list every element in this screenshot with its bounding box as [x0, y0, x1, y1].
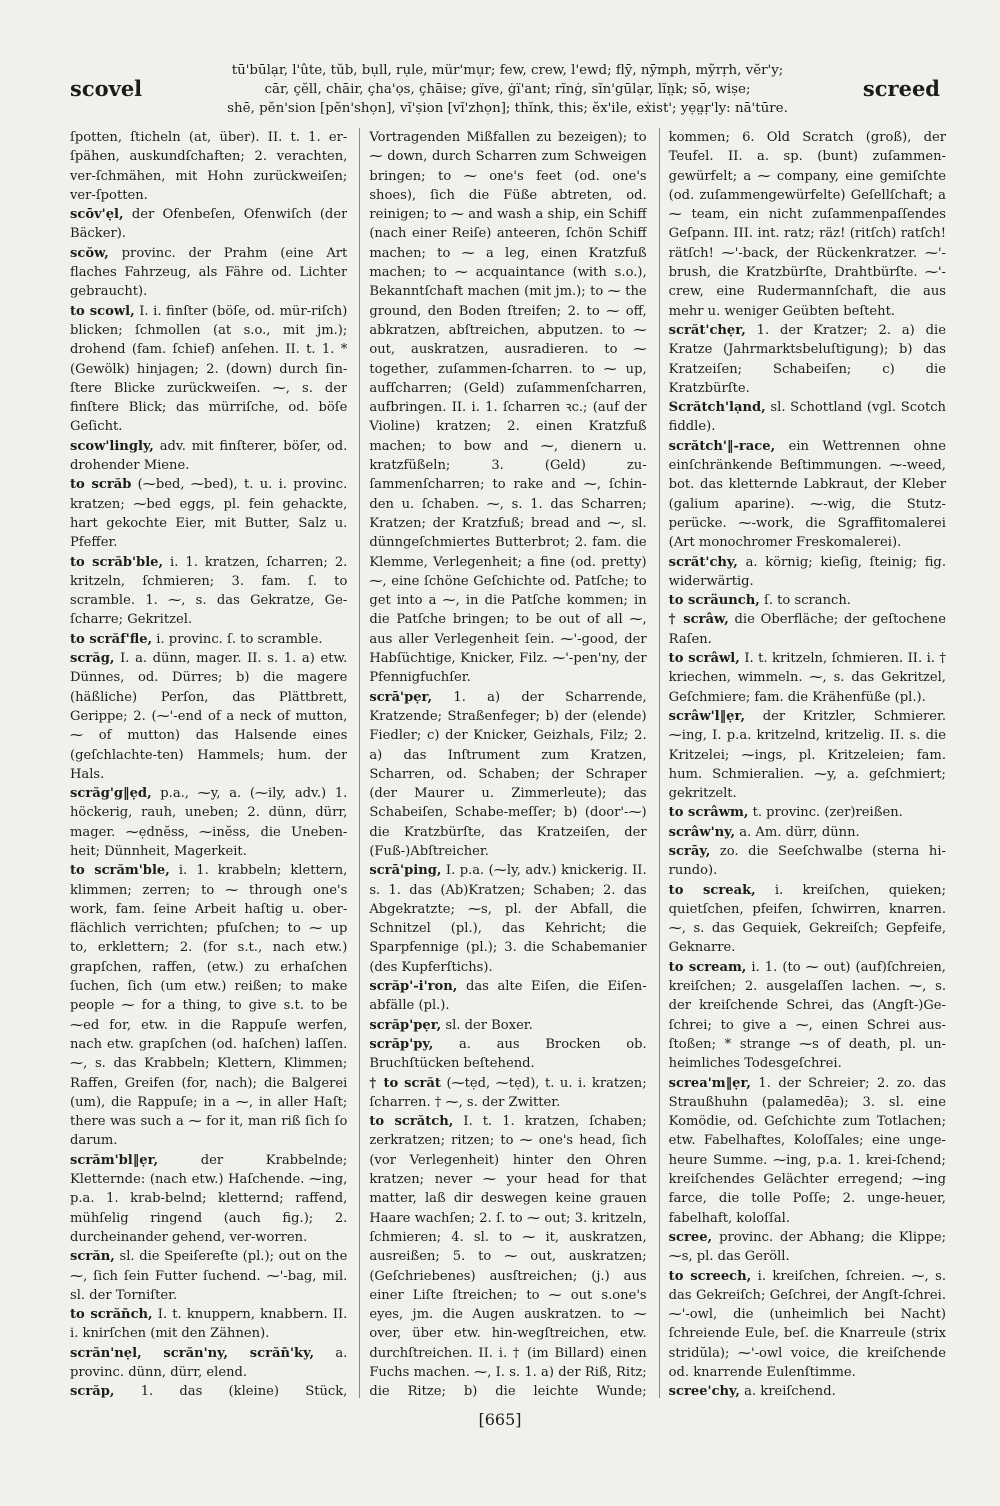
entry-headword: scrăp'py,: [369, 1036, 434, 1052]
entry-headword: scrăp,: [70, 1384, 115, 1398]
pronunciation-line: cār, çĕll, chāir, çha'ọs, çhāise; gïve, ġï'ant; rĭnġ, sĭn'gūlạr, lĭn̤k; sō, wiṣe;: [264, 82, 751, 97]
entry-definition: p.a., ⁓y, a. (⁓ily, adv.) 1. höckerig, rauh, uneben; 2. dünn, dürr, mager. ⁓ẹdnĕss, ⁓inĕss, die Uneben-heit; Dünnheit, Magerkeit.: [70, 786, 348, 859]
column-middle: [359, 128, 646, 1398]
entry-definition: Vortragenden Mißfallen zu bezeigen); to ⁓ down, durch Scharren zum Schweigen bringen; to ⁓ one's feet (od. one's shoes), ſich die Füße abtreten, od. reinigen; to ⁓ and wash a ship, ein Schiff (nach einer Reiſe) anteeren, ſchön Schiff machen; to ⁓ a leg, einen Kratzfuß machen; to ⁓ acquaintance (with s.o.), Bekanntſchaft machen (mit jm.); to ⁓ the ground, den Boden ſtreifen; 2. to ⁓ off, abkratzen, abſtreichen, abputzen. to ⁓ out, auskratzen, ausradieren. to ⁓ together, zuſammen-ſcharren. to ⁓ up, aufſcharren; (Geld) zuſammenſcharren, aufbringen. II. i. 1. ſcharren ꝛc.; (auf der Violine) kratzen; 2. einen Kratzfuß machen; to bow and ⁓, dienern u. kratzfüßeln; 3. (Geld) zu-ſammenſcharren; to rake and ⁓, ſchin-den u. ſchaben. ⁓, s. 1. das Scharren; Kratzen; der Kratzfuß; bread and ⁓, sl. dünngeſchmiertes Butterbrot; 2. fam. die Klemme, Verlegenheit; a fine (od. pretty) ⁓, eine ſchöne Geſchichte od. Patſche; to get into a ⁓, in die Patſche kommen; in die Patſche bringen; to be out of all ⁓, aus aller Verlegenheit ſein. ⁓'-good, der Habſüchtige, Knicker, Filz. ⁓'-pen'ny, der Pfennigfuchſer.: [369, 130, 647, 686]
entry-definition: a. Am. dürr, dünn.: [739, 824, 860, 840]
pronunciation-line: shē, pĕn'sion [pĕn'shọn], vĭ'ṣion [vĭ'zhọn]; thĭnk, this; ĕx'ile, eẋist'; yẹa̤ṛ'ly: nā'tūre.: [227, 101, 788, 116]
entry-headword: Scrătch'lạnd,: [668, 400, 766, 416]
entry-definition: i. kreiſchen, ſchreien. ⁓, s. das Gekreiſch; Geſchrei, der Angſt-ſchrei. ⁓'-owl, die (unheimlich bei Nacht) ſchreiende Eule, beſ. die Knarreule (strix stridŭla); ⁓'-owl voice, die kreiſchende od. knarrende Eulenſtimme.: [668, 1268, 946, 1380]
entry-definition: t. provinc. (zer)reißen.: [752, 805, 903, 821]
entry-definition: i. 1. (to ⁓ out) (auf)ſchreien, kreiſchen; 2. ausgelaſſen lachen. ⁓, s. der kreiſchende Schrei, das (Angſt-)Ge-ſchrei; to give a ⁓, einen Schrei aus-ſtoßen; * strange ⁓s of death, pl. un-heimliches Todesgeſchrei.: [668, 959, 946, 1072]
dictionary-entry: [669, 649, 946, 707]
entry-headword: scrăt'chy,: [668, 554, 738, 570]
dictionary-entry: [369, 1112, 646, 1398]
dictionary-entry: [70, 128, 347, 205]
dictionary-entry: [669, 823, 946, 842]
entry-headword: scree'chy,: [668, 1384, 740, 1398]
entry-headword: scŏw,: [70, 245, 109, 261]
dictionary-entry: [70, 861, 347, 1150]
dictionary-entry: [70, 205, 347, 244]
entry-definition: I. a. dünn, mager. II. s. 1. a) etw. Dünnes, od. Dürres; b) die magere (häßliche) Perſon, das Plättbrett, Gerippe; 2. (⁓'-end of a neck of mutton, ⁓ of mutton) das Halsende eines (geſchlachte-ten) Hammels; hum. der Hals.: [70, 651, 348, 782]
dictionary-entry: [70, 475, 347, 552]
entry-definition: die Oberfläche; der geſtochene Raſen.: [668, 612, 946, 647]
dictionary-entry: [669, 842, 946, 881]
dictionary-entry: [369, 977, 646, 1016]
dictionary-entry: [369, 861, 646, 977]
entry-definition: I. t. 1. kratzen, ſchaben; zerkratzen; ritzen; to ⁓ one's head, ſich (vor Verlegenheit) hinter den Ohren kratzen; never ⁓ your head for that matter, laß dir deswegen keine grauen Haare wachſen; 2. ſ. to ⁓ out; 3. kritzeln, ſchmieren; 4. sl. to ⁓ it, auskratzen, ausreißen; 5. to ⁓ out, auskratzen; (Geſchriebenes) ausſtreichen; (j.) aus einer Liſte ſtreichen; to ⁓ out s.one's eyes, jm. die Augen auskratzen. to ⁓ over, über etw. hin-wegſtreichen, etw. durchſtreichen. II. i. † (im Billard) einen Fuchs machen. ⁓, I. s. 1. a) der Riß, Ritz; die Ritze; b) die leichte Wunde;: [369, 1114, 647, 1398]
entry-definition: ſpotten, ſticheln (at, über). II. t. 1. er-ſpähen, auskundſchaften; 2. verachten, ver-ſchmähen, mit Hohn zurückweiſen; ver-ſpotten.: [70, 130, 348, 203]
entry-headword: to scream,: [668, 959, 747, 975]
entry-definition: a. aus Brocken ob. Bruchſtücken beſtehend.: [369, 1036, 647, 1072]
dictionary-entry: [669, 881, 946, 958]
dictionary-entry: [669, 321, 946, 398]
dictionary-entry: [70, 244, 347, 302]
entry-definition: sl. der Boxer.: [445, 1017, 533, 1033]
entry-headword: to screak,: [668, 882, 756, 898]
entry-definition: der Kritzler, Schmierer. ⁓ing, I. p.a. kritzelnd, kritzelig. II. s. die Kritzelei; ⁓ings, pl. Kritzeleien; fam. hum. Schmieralien. ⁓y, a. geſchmiert; gekritzelt.: [668, 708, 946, 802]
entry-headword: † to scrăt: [369, 1075, 441, 1091]
entry-headword: to scrâwm,: [668, 805, 749, 821]
entry-definition: a. kreiſchend.: [744, 1384, 836, 1398]
entry-headword: scrăg,: [70, 651, 115, 667]
entry-definition: i. 1. kratzen, ſcharren; 2. kritzeln, ſchmieren; 3. fam. ſ. to scramble. 1. ⁓, s. das Gekratze, Ge-ſcharre; Gekritzel.: [70, 554, 348, 628]
entry-definition: 1. der Schreier; 2. zo. das Straußhuhn (palamedēa); 3. sl. eine Komödie, od. Geſchichte zum Totlachen; etw. Fabelhaftes, Koloſſales; eine unge-heure Summe. ⁓ing, p.a. 1. krei-ſchend; kreiſchendes Gelächter erregend; ⁓ing farce, die tolle Poſſe; 2. unge-heuer, fabelhaft, koloſſal.: [668, 1075, 946, 1226]
entry-headword: † scrâw,: [668, 612, 729, 628]
entry-definition: sl. Schottland (vgl. Scotch fiddle).: [668, 400, 946, 435]
entry-headword: scrăp'-i'ron,: [369, 979, 458, 995]
dictionary-entry: [669, 128, 946, 321]
entry-headword: scrăt'chẹr,: [668, 322, 746, 338]
entry-definition: i. kreiſchen, quieken; quietſchen, pfeifen, ſchwirren, knarren. ⁓, s. das Gequiek, Gekreiſch; Gepfeife, Geknarre.: [668, 882, 946, 956]
entry-definition: (⁓tẹd, ⁓tẹd), t. u. i. kratzen; ſcharren. † ⁓, s. der Zwitter.: [369, 1075, 647, 1110]
entry-definition: ein Wettrennen ohne einſchränkende Beſtimmungen. ⁓-weed, bot. das kletternde Labkraut, der Kleber (galium aparine). ⁓-wig, die Stutz-perücke. ⁓-work, die Sgraffitomalerei (Art monochromer Freskomalerei).: [668, 438, 946, 551]
entry-headword: scrăm'bl‖ẹr,: [70, 1152, 159, 1168]
dictionary-entry: [369, 688, 646, 862]
dictionary-entry: [669, 437, 946, 553]
entry-headword: scrâw'ny,: [668, 824, 736, 840]
header-guide-word-right: screed: [862, 76, 940, 101]
column-right: [659, 128, 946, 1398]
entry-definition: a. körnig; kieſig, ſteinig; fig. widerwärtig.: [668, 554, 946, 589]
entry-headword: to screech,: [668, 1268, 752, 1284]
dictionary-entry: [669, 553, 946, 592]
column-left: [70, 128, 347, 1398]
dictionary-entry: [369, 1074, 646, 1113]
dictionary-entry: [669, 1228, 946, 1267]
dictionary-entry: [669, 958, 946, 1074]
entry-headword: to scrăb'ble,: [70, 554, 164, 570]
entry-definition: der Krabbelnde; Kletternde: (nach etw.) Haſchende. ⁓ing, p.a. 1. krab-belnd; kletternd; raffend, mühſelig ringend (auch fig.); 2. durcheinander gehend, ver-worren.: [70, 1152, 348, 1245]
dictionary-entry: [70, 1305, 347, 1344]
dictionary-entry: [70, 1344, 347, 1383]
entry-headword: to scrăf'fle,: [70, 631, 153, 647]
entry-headword: scrâw'l‖ẹr,: [668, 708, 746, 724]
entry-headword: scrā'pẹr,: [369, 689, 433, 705]
entry-headword: screa'm‖ẹr,: [668, 1075, 751, 1091]
dictionary-entry: [369, 128, 646, 688]
entry-headword: scrăn'nẹl, scrăn'ny, scrăn̄'ky,: [70, 1345, 315, 1361]
entry-definition: der Ofenbeſen, Ofenwiſch (der Bäcker).: [70, 207, 348, 242]
entry-definition: kommen; 6. Old Scratch (groß), der Teufel. II. a. sp. (bunt) zuſammen-gewürfelt; a ⁓ company, eine gemiſchte (od. zuſammengewürfelte) Geſellſchaft; a ⁓ team, ein nicht zuſammenpaſſendes Geſpann. III. int. ratz; räz! (ritſch) ratſch! rätſch! ⁓'-back, der Rückenkratzer. ⁓'-brush, die Kratzbürſte, Drahtbürſte. ⁓'-crew, eine Rudermannſchaft, die aus mehr u. weniger Geübten beſteht.: [668, 130, 946, 319]
dictionary-entry: [70, 437, 347, 476]
dictionary-entry: [70, 302, 347, 437]
entry-headword: scrāy,: [668, 843, 711, 859]
dictionary-entry: [669, 591, 946, 610]
entry-definition: I. t. knuppern, knabbern. II. i. knirſchen (mit den Zähnen).: [70, 1307, 348, 1342]
entry-headword: to scrâwl,: [668, 651, 740, 667]
page-number: [665]: [478, 1410, 522, 1429]
entry-headword: scrā'ping,: [369, 863, 442, 879]
entry-definition: I. p.a. (⁓ly, adv.) knickerig. II. s. 1. das (Ab)Kratzen; Schaben; 2. das Abgekratzte; ⁓s, pl. der Abfall, die Schnitzel (pl.), das Kehricht; die Sparpfennige (pl.); 3. die Schabemanier (des Kupferſtichs).: [369, 863, 647, 975]
entry-definition: I. t. kritzeln, ſchmieren. II. i. † kriechen, wimmeln. ⁓, s. das Gekritzel, Geſchmiere; fam. die Krähenfüße (pl.).: [668, 651, 946, 705]
entry-definition: i. provinc. ſ. to scramble.: [156, 631, 323, 647]
dictionary-entry: [70, 553, 347, 630]
entry-definition: 1. a) der Scharrende, Kratzende; Straßenfeger; b) der (elende) Fiedler; c) der Knicker, Geizhals, Filz; 2. a) das Inſtrument zum Kratzen, Scharren, od. Schaben; der Schraper (der Maurer u. Zimmerleute); das Schabeiſen, Schabe-meſſer; b) (door'-⁓) die Kratzbürſte, das Kratzeiſen, der (Fuß-)Abſtreicher.: [369, 689, 647, 859]
entry-headword: scrăg'g‖ẹd,: [70, 786, 152, 802]
entry-headword: scow'lingly,: [70, 438, 154, 454]
entry-headword: scrăp'pẹr,: [369, 1017, 442, 1033]
entry-definition: a. provinc. dünn, dürr, elend.: [70, 1345, 348, 1380]
dictionary-entry: [669, 398, 946, 437]
entry-headword: scree,: [668, 1229, 713, 1245]
dictionary-entry: [70, 630, 347, 649]
entry-definition: provinc. der Prahm (eine Art flaches Fahrzeug, als Fähre od. Lichter gebraucht).: [70, 245, 348, 300]
entry-definition: zo. die Seeſchwalbe (sterna hi-rundo).: [668, 843, 946, 879]
dictionary-entry: [70, 1151, 347, 1247]
entry-headword: to scrătch,: [369, 1114, 454, 1130]
entry-definition: i. 1. krabbeln; klettern, klimmen; zerren; to ⁓ through one's work, fam. ſeine Arbeit haſtig u. ober-flächlich verrichten; pfuſchen; to ⁓ up to, erklettern; 2. (for s.t., nach etw.) grapſchen, raffen, (etw.) zu erhaſchen ſuchen, ſich (um etw.) reißen; to make people ⁓ for a thing, to give s.t. to be ⁓ed for, etw. in die Rappuſe werfen, nach etw. grapſchen (od. haſchen) laſſen. ⁓, s. das Krabbeln; Klettern, Klimmen; Raffen, Greifen (for, nach); die Balgerei (um), die Rappuſe; in a ⁓, in aller Haſt; there was such a ⁓ for it, man riß ſich ſo darum.: [70, 863, 348, 1149]
entry-definition: ſ. to scranch.: [764, 593, 851, 609]
dictionary-entry: [669, 803, 946, 822]
dictionary-entry: [70, 784, 347, 861]
entry-definition: sl. die Speiſereſte (pl.); out on the ⁓, ſich ſein Futter ſuchend. ⁓'-bag, mil. sl. der Torniſter.: [70, 1249, 348, 1303]
entry-definition: adv. mit finſterer, böſer, od. drohender Miene.: [70, 438, 348, 474]
entry-definition: I. i. finſter (böſe, od. mür-riſch) blicken; ſchmollen (at s.o., mit jm.); drohend (fam. ſchief) anſehen. II. t. 1. * (Gewölk) hinjagen; 2. (down) durch ſin-ſtere Blicke zurückweiſen. ⁓, s. der finſtere Blick; das mürriſche, od. böſe Geſicht.: [70, 303, 348, 435]
dictionary-entry: [669, 707, 946, 803]
dictionary-entry: [669, 1074, 946, 1228]
dictionary-entry: [369, 1016, 646, 1035]
entry-headword: to scräunch,: [668, 593, 760, 609]
dictionary-entry: [70, 1382, 347, 1398]
entry-headword: to scrăb: [70, 477, 132, 493]
dictionary-entry: [669, 1382, 946, 1398]
entry-definition: 1. das (kleine) Stück,: [140, 1384, 348, 1398]
entry-definition: provinc. der Abhang; die Klippe; ⁓s, pl. das Geröll.: [668, 1229, 946, 1265]
dictionary-entry: [70, 1247, 347, 1305]
dictionary-entry: [669, 1267, 946, 1383]
entry-headword: scrătch'‖-race,: [668, 438, 776, 454]
entry-definition: (⁓bed, ⁓bed), t. u. i. provinc. kratzen; ⁓bed eggs, pl. fein gehackte, hart gekochte Eier, mit Butter, Salz u. Pfeffer.: [70, 477, 348, 551]
header-guide-word-left: scovel: [70, 76, 143, 101]
entry-headword: to scowl,: [70, 303, 135, 319]
entry-headword: to scrăm'ble,: [70, 863, 170, 879]
pronunciation-key: [205, 61, 810, 118]
entry-headword: scōv'ẹl,: [70, 207, 124, 223]
dictionary-entry: [669, 610, 946, 649]
entry-headword: to scrăn̄ch,: [70, 1307, 153, 1323]
dictionary-entry: [70, 649, 347, 784]
entry-headword: scrăn,: [70, 1249, 115, 1265]
entry-definition: 1. der Kratzer; 2. a) die Kratze (Jahrmarktsbeluſtigung); b) das Kratzeiſen; Schabeiſen; c) die Kratzbürſte.: [668, 322, 946, 396]
pronunciation-line: tū'būlạr, l'ûte, tŭb, bụll, rụle, mür'mụr; few, crew, l'ewd; flȳ, nȳmph, mỹrṛh, vĕr'y;: [231, 63, 784, 78]
dictionary-entry: [369, 1035, 646, 1074]
dictionary-columns: [70, 128, 946, 1398]
entry-definition: das alte Eiſen, die Eiſen-abfälle (pl.).: [369, 979, 647, 1014]
